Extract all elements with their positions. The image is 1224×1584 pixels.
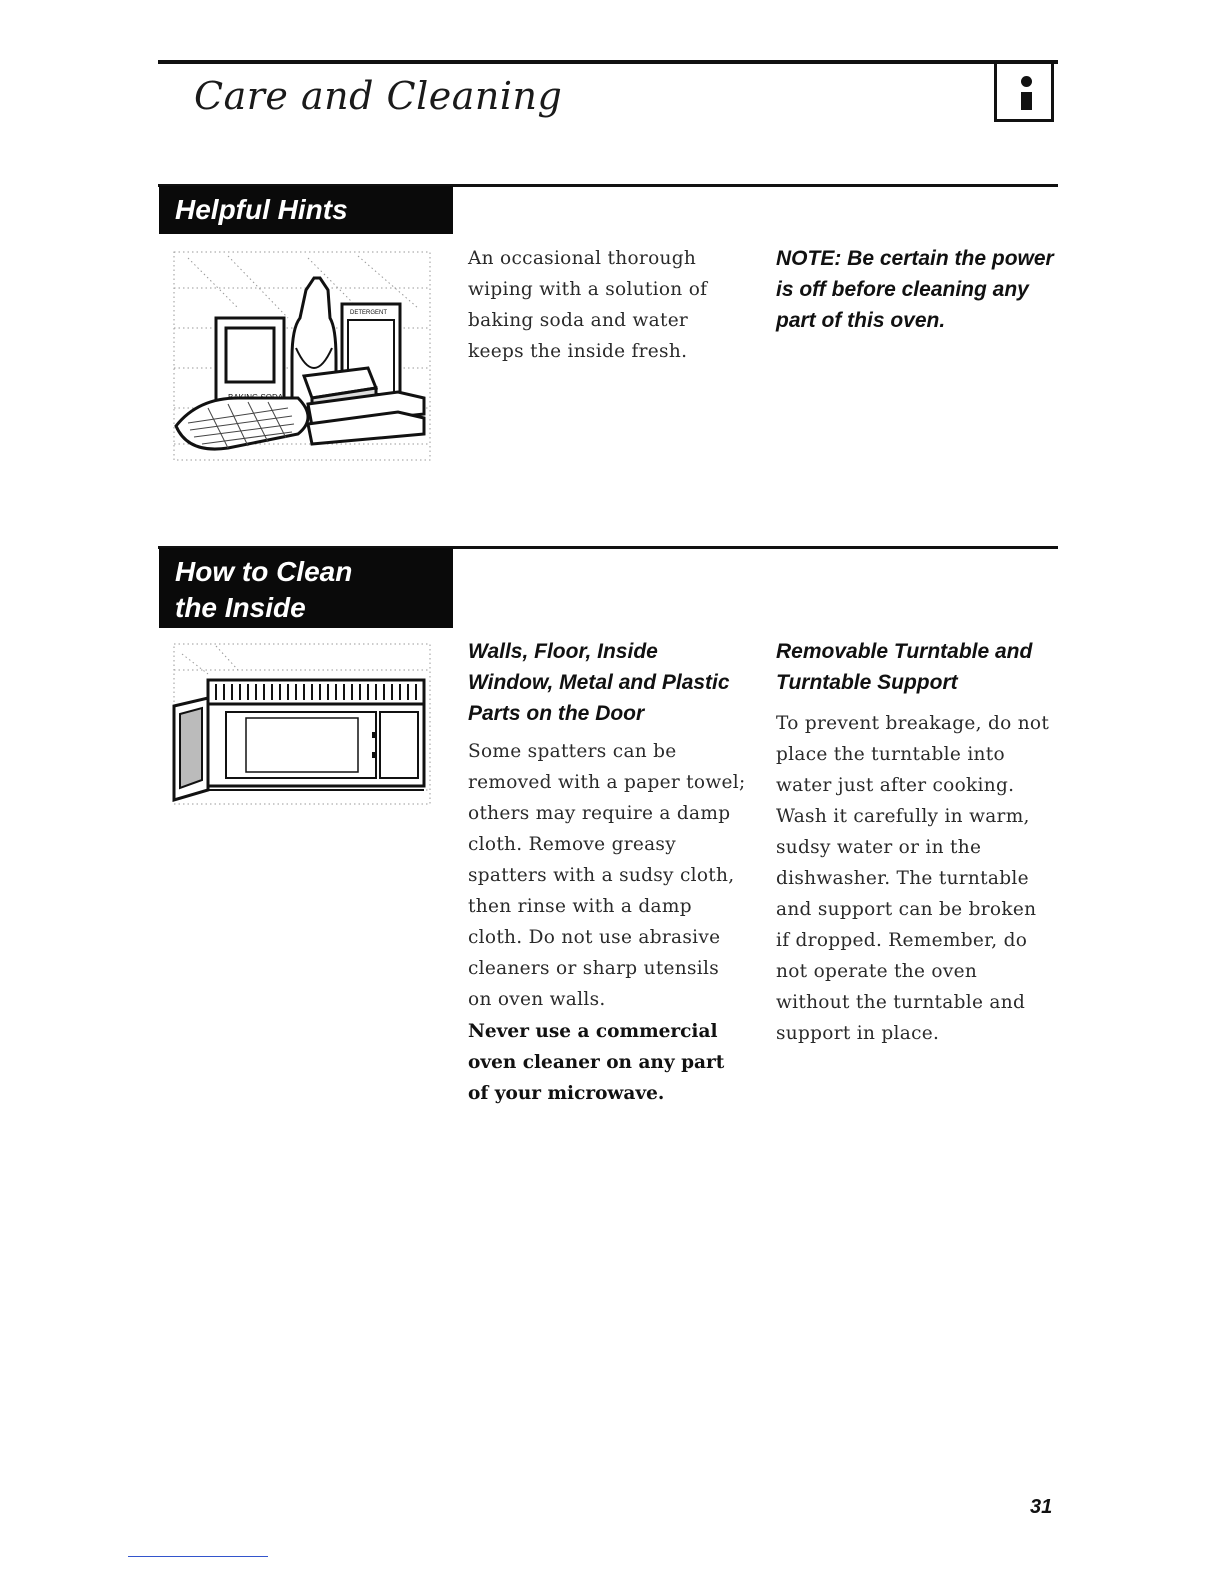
walls-body: Some spatters can be removed with a paper towel; others may require a damp cloth. Remove greasy spatters with a sudsy cloth, then rinse with a damp cloth. Do not use abrasive cleaners or sharp utensils on oven walls. — [468, 741, 746, 1010]
hints-body: An occasional thorough wiping with a solution of baking soda and water keeps the inside fresh. — [468, 248, 708, 362]
cleaning-supplies-illustration — [168, 248, 436, 466]
footer-divider — [128, 1556, 268, 1557]
page-number: 31 — [1030, 1496, 1053, 1518]
section-heading-hints: Helpful Hints — [159, 186, 453, 234]
section-heading-clean-line1: How to Clean — [175, 556, 353, 587]
walls-title: Walls, Floor, Inside Window, Metal and Plastic Parts on the Door — [468, 640, 730, 725]
section-heading-clean — [159, 548, 453, 628]
section-heading-clean-line2: the Inside — [175, 592, 306, 623]
info-icon — [994, 62, 1054, 122]
page-title: Care and Cleaning — [194, 74, 563, 118]
turntable-title: Removable Turntable and Turntable Support — [776, 640, 1033, 694]
walls-warning: Never use a commercial oven cleaner on any part of your microwave. — [468, 1021, 725, 1104]
bottle-label: DETERGENT — [350, 310, 388, 316]
header-rule — [158, 60, 1058, 64]
microwave-illustration — [168, 640, 436, 810]
turntable-body: To prevent breakage, do not place the turntable into water just after cooking. Wash it carefully in warm, sudsy water or in the dishwasher. The turntable and support can be broken if dropped. Remember, do not operate the oven without the turntable and support in place. — [776, 713, 1050, 1044]
hints-note: NOTE: Be certain the power is off before cleaning any part of this oven. — [776, 247, 1054, 332]
